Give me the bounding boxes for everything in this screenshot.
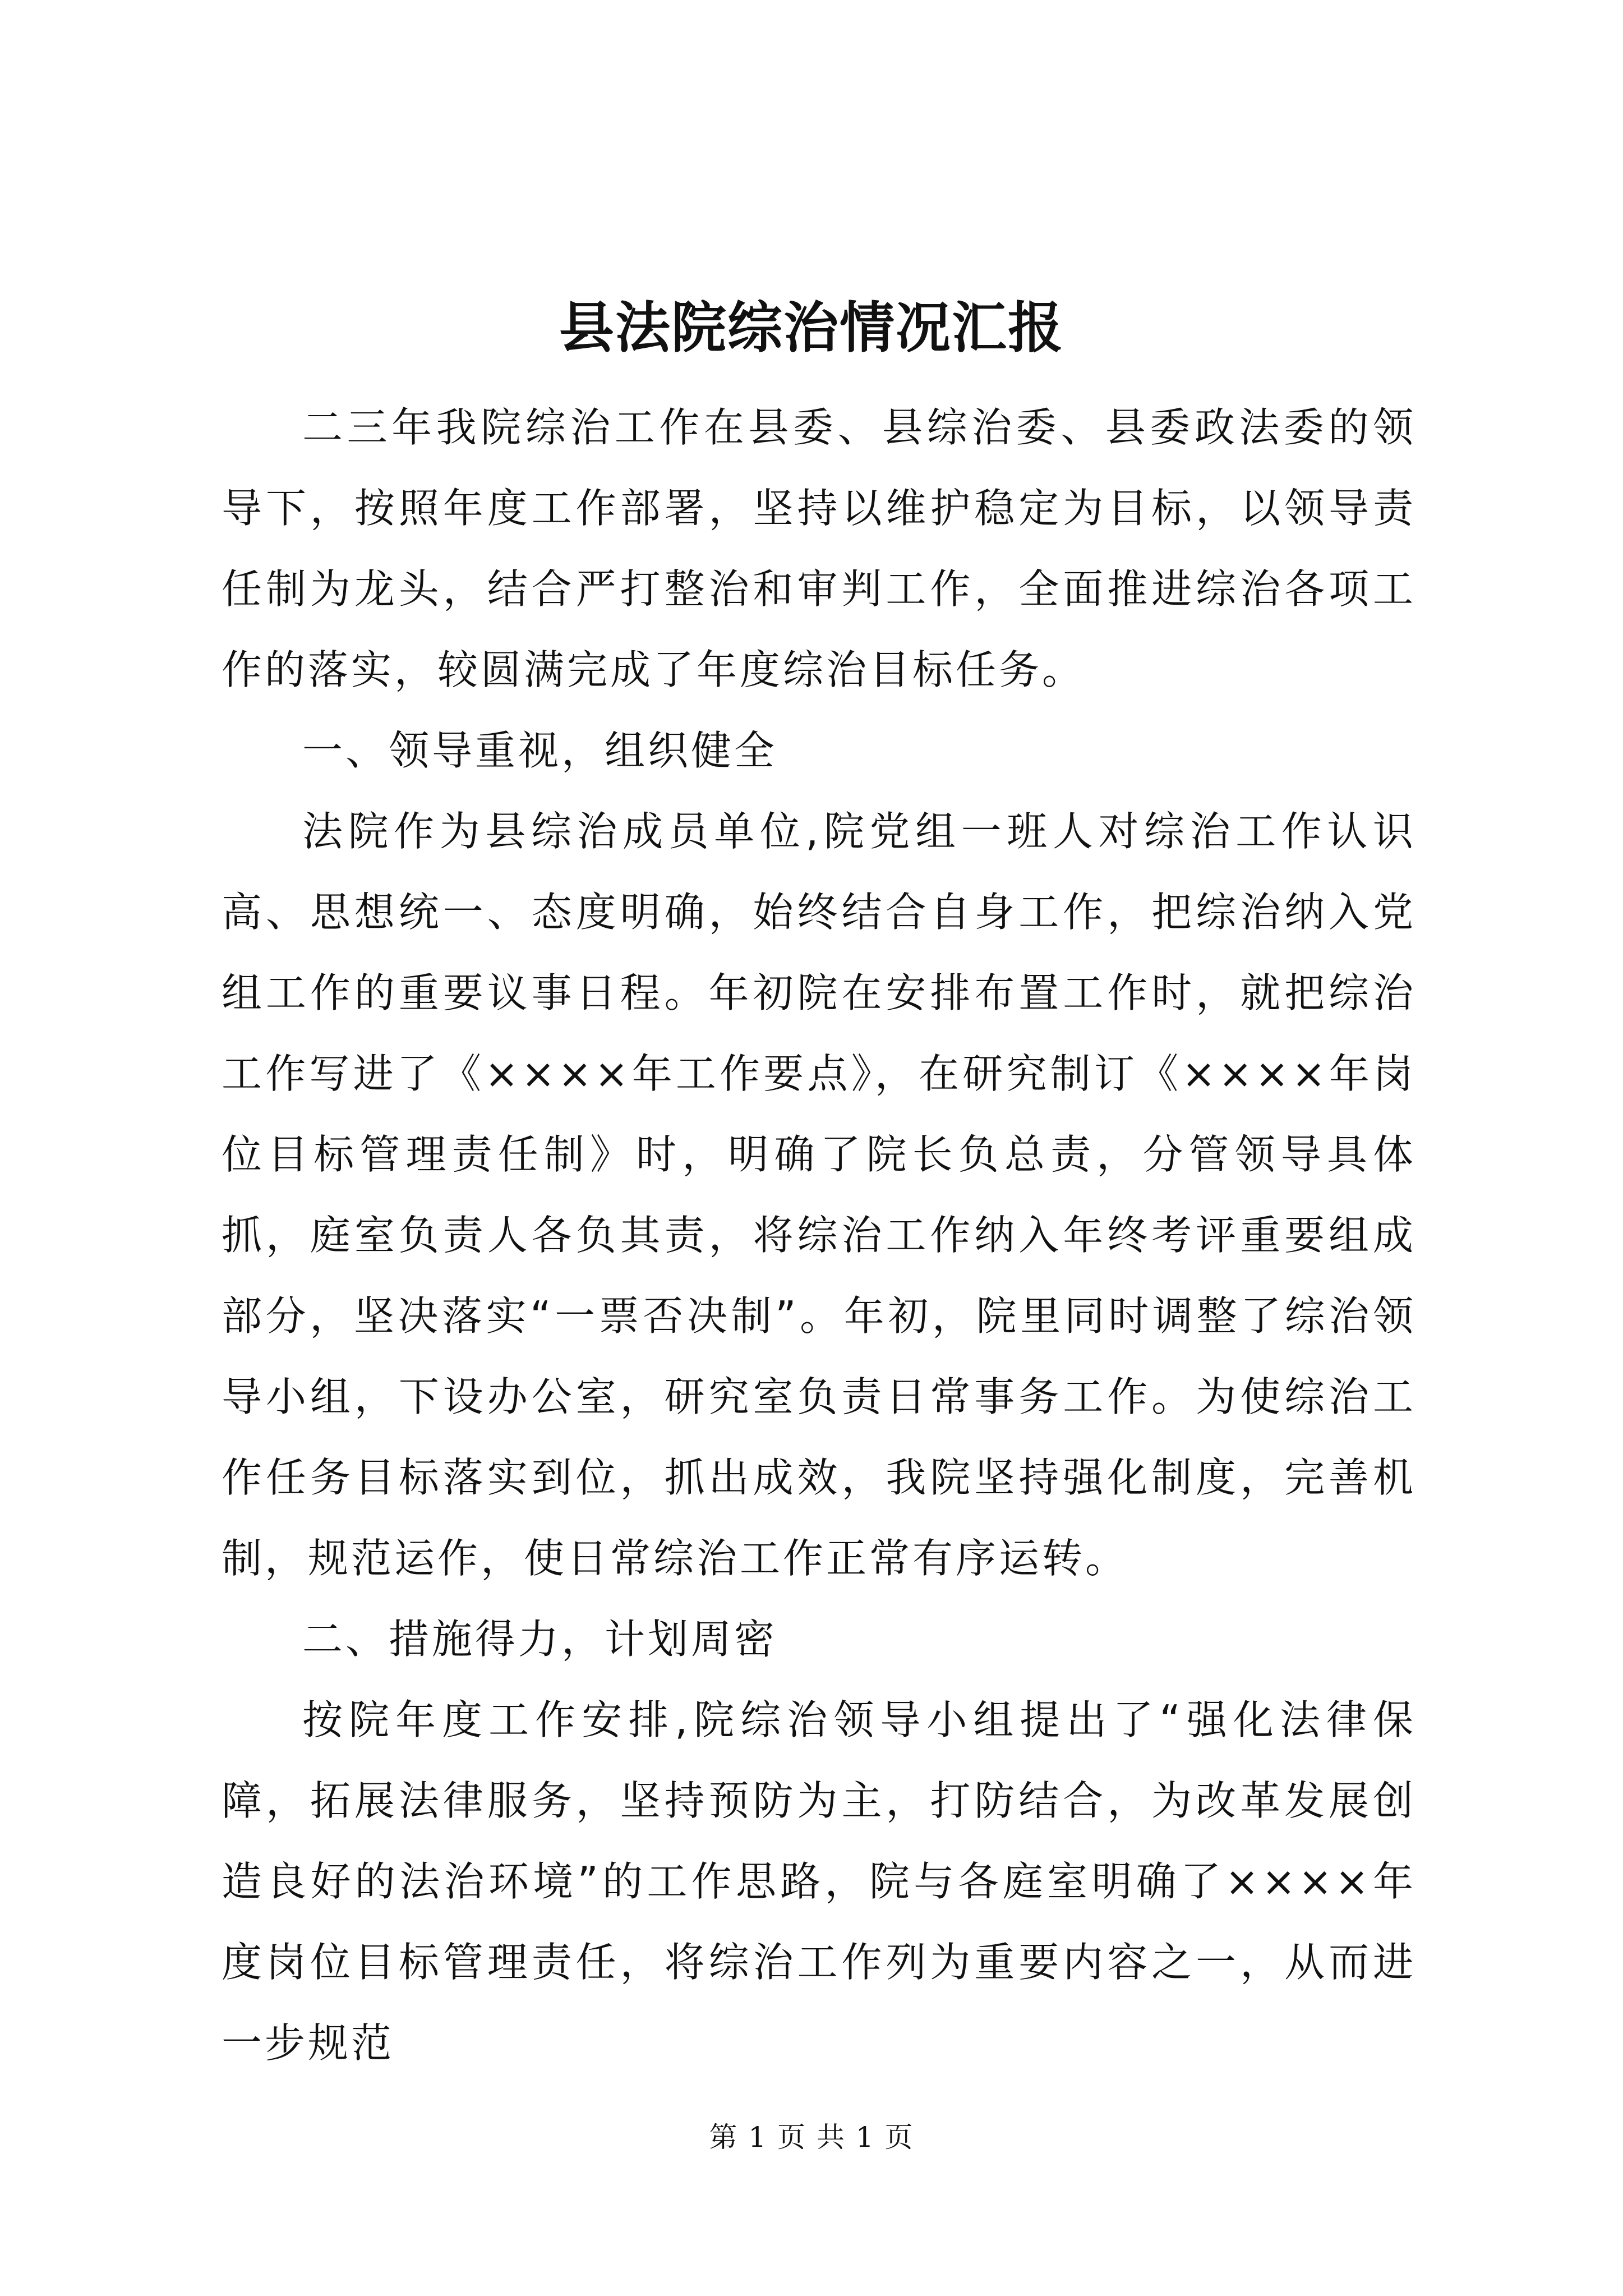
paragraph-section-1: 法院作为县综治成员单位,院党组一班人对综治工作认识高、思想统一、态度明确，始终结合自身工作，把综治纳入党组工作的重要议事日程。年初院在安排布置工作时，就把综治工作写进了《××××年工作要点》，在研究制订《××××年岗位目标管理责任制》时，明确了院长负总责，分管领导具体抓，庭室负责人各负其责，将综治工作纳入年终考评重要组成部分，坚决落实“一票否决制”。年初，院里同时调整了综治领导小组，下设办公室，研究室负责日常事务工作。为使综治工作任务目标落实到位，抓出成效，我院坚持强化制度，完善机制，规范运作，使日常综治工作正常有序运转。 (222, 808, 1416, 1582)
document-title: 县法院综治情况汇报 (559, 296, 1064, 360)
page-number-footer: 第 1 页 共 1 页 (709, 2121, 914, 2154)
section-heading-1: 一、领导重视，组织健全 (302, 727, 778, 774)
document-body (222, 387, 1416, 2083)
paragraph-intro: 二三年我院综治工作在县委、县综治委、县委政法委的领导下，按照年度工作部署，坚持以维护稳定为目标，以领导责任制为龙头，结合严打整治和审判工作，全面推进综治各项工作的落实，较圆满完成了年度综治目标任务。 (222, 404, 1416, 693)
paragraph-section-2: 按院年度工作安排,院综治领导小组提出了“强化法律保障，拓展法律服务，坚持预防为主，打防结合，为改革发展创造良好的法治环境”的工作思路，院与各庭室明确了××××年度岗位目标管理责任，将综治工作列为重要内容之一，从而进一步规范 (222, 1696, 1416, 2067)
section-heading-2: 二、措施得力，计划周密 (302, 1616, 778, 1663)
